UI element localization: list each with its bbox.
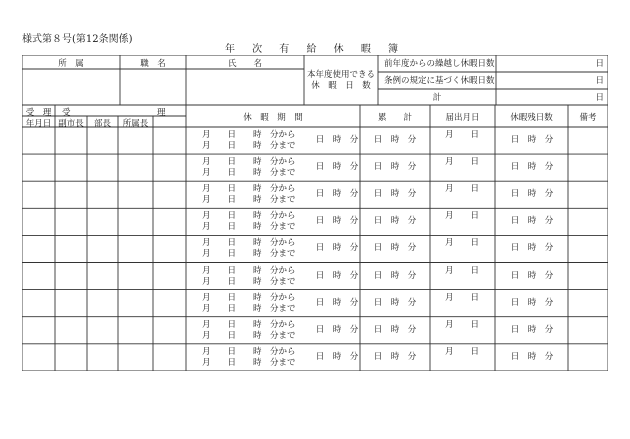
row-2-submit-date: 月 日 <box>444 157 479 168</box>
header-shimei: 氏 名 <box>227 59 262 69</box>
row-1-submit-date: 月 日 <box>444 130 479 140</box>
row-4-period-from: 月 日 時 分から <box>202 211 296 222</box>
row-3-remaining: 日 時 分 <box>510 189 554 200</box>
row-7-period-to: 月 日 時 分まで <box>202 303 296 314</box>
row-5-submit-date: 月 日 <box>444 238 479 249</box>
col-date: 年月日 <box>25 119 52 129</box>
row-3-duration: 日 時 分 <box>315 189 359 200</box>
col-dept-head: 部長 <box>93 119 111 129</box>
row-7-submit-date: 月 日 <box>444 292 479 303</box>
col-remaining: 休暇残日数 <box>510 113 553 123</box>
row-2-period-to: 月 日 時 分まで <box>202 168 296 179</box>
row-5-duration: 日 時 分 <box>315 243 359 254</box>
header-shokumei: 職 名 <box>140 59 166 69</box>
document-title: 年 次 有 給 休 暇 簿 <box>224 44 406 55</box>
row-8-duration: 日 時 分 <box>315 324 359 335</box>
ordinance-day-unit: 日 <box>595 76 604 86</box>
row-9-period-to: 月 日 時 分まで <box>202 357 296 368</box>
row-7-remaining: 日 時 分 <box>510 297 554 308</box>
row-8-period-from: 月 日 時 分から <box>202 319 296 330</box>
row-2-duration: 日 時 分 <box>315 162 359 173</box>
row-5-period-from: 月 日 時 分から <box>202 238 296 249</box>
row-8-cumulative: 日 時 分 <box>373 324 417 335</box>
row-7-duration: 日 時 分 <box>315 297 359 308</box>
row-2-period-from: 月 日 時 分から <box>202 157 296 168</box>
row-5-cumulative: 日 時 分 <box>373 243 417 254</box>
row-1-period-from: 月 日 時 分から <box>202 130 296 140</box>
available-days-line2: 休 暇 日 数 <box>311 81 371 91</box>
col-juri-right: 理 <box>157 108 166 118</box>
col-section-head: 所属長 <box>122 119 149 129</box>
row-8-submit-date: 月 日 <box>444 319 479 330</box>
row-4-submit-date: 月 日 <box>444 211 479 222</box>
row-2-cumulative: 日 時 分 <box>373 162 417 173</box>
row-6-period-to: 月 日 時 分まで <box>202 276 296 287</box>
leave-record-sheet <box>22 55 608 371</box>
row-6-duration: 日 時 分 <box>315 270 359 281</box>
col-juri-mid: 受 <box>62 108 71 118</box>
col-remarks: 備考 <box>579 113 597 123</box>
row-6-submit-date: 月 日 <box>444 265 479 276</box>
row-9-period-from: 月 日 時 分から <box>202 346 296 357</box>
row-1-cumulative: 日 時 分 <box>373 135 417 145</box>
col-juri-left: 受 理 <box>25 108 52 118</box>
row-1-duration: 日 時 分 <box>315 135 359 145</box>
row-2-remaining: 日 時 分 <box>510 162 554 173</box>
available-days-line1: 本年度使用できる <box>306 70 375 80</box>
row-4-period-to: 月 日 時 分まで <box>202 222 296 233</box>
col-vice-mayor: 副市長 <box>58 119 84 129</box>
row-1-remaining: 日 時 分 <box>510 135 554 145</box>
row-3-submit-date: 月 日 <box>444 184 479 195</box>
carryover-label: 前年度からの繰越し休暇日数 <box>384 59 495 69</box>
col-period: 休 暇 期 間 <box>243 113 303 123</box>
col-submit-date: 届出月日 <box>445 113 480 123</box>
row-4-remaining: 日 時 分 <box>510 216 554 227</box>
carryover-day-unit: 日 <box>595 59 604 69</box>
row-9-duration: 日 時 分 <box>315 351 359 362</box>
row-6-remaining: 日 時 分 <box>510 270 554 281</box>
form-number: 様式第８号(第12条関係) <box>22 34 133 45</box>
col-cumulative: 累 計 <box>377 113 412 123</box>
row-7-cumulative: 日 時 分 <box>373 297 417 308</box>
row-9-remaining: 日 時 分 <box>510 351 554 362</box>
row-3-cumulative: 日 時 分 <box>373 189 417 200</box>
row-9-cumulative: 日 時 分 <box>373 351 417 362</box>
row-1-period-to: 月 日 時 分まで <box>202 141 296 151</box>
row-5-period-to: 月 日 時 分まで <box>202 249 296 260</box>
row-9-submit-date: 月 日 <box>444 346 479 357</box>
row-4-cumulative: 日 時 分 <box>373 216 417 227</box>
row-3-period-from: 月 日 時 分から <box>202 184 296 195</box>
row-6-cumulative: 日 時 分 <box>373 270 417 281</box>
row-4-duration: 日 時 分 <box>315 216 359 227</box>
total-day-unit: 日 <box>595 93 604 103</box>
row-3-period-to: 月 日 時 分まで <box>202 195 296 206</box>
header-shozoku: 所 属 <box>58 59 84 69</box>
row-7-period-from: 月 日 時 分から <box>202 292 296 303</box>
row-8-remaining: 日 時 分 <box>510 324 554 335</box>
row-8-period-to: 月 日 時 分まで <box>202 330 296 341</box>
row-6-period-from: 月 日 時 分から <box>202 265 296 276</box>
total-label: 計 <box>432 93 442 103</box>
ordinance-label: 条例の規定に基づく休暇日数 <box>384 76 495 86</box>
row-5-remaining: 日 時 分 <box>510 243 554 254</box>
